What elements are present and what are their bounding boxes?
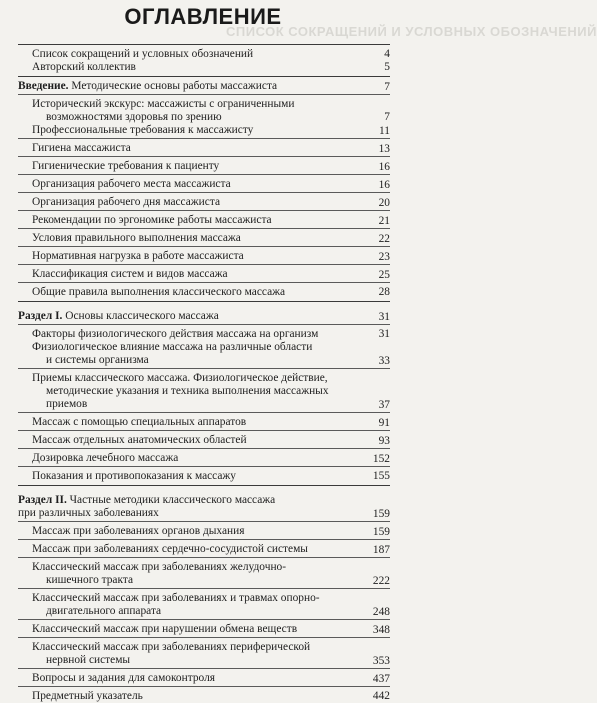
entry-page: 4 — [384, 48, 390, 60]
entry-title-line: двигательного аппарата — [46, 605, 162, 617]
toc-entry — [18, 470, 390, 483]
entry-page: 152 — [372, 453, 390, 465]
entry-title-line: Классический массаж при заболеваниях периферической — [32, 641, 311, 653]
entry-title: Условия правильного выполнения массажа — [32, 232, 241, 244]
toc-entry — [18, 160, 390, 175]
entry-title: Нормативная нагрузка в работе массажиста — [32, 250, 244, 262]
toc-entry — [18, 592, 390, 620]
section-label: Введение. — [18, 80, 69, 92]
entry-title: Список сокращений и условных обозначений — [32, 48, 254, 60]
entry-title: Показания и противопоказания к массажу — [32, 470, 237, 482]
entry-title-line: Классический массаж при заболеваниях и травмах опорно- — [32, 592, 320, 604]
entry-page: 353 — [372, 655, 390, 667]
toc-entry — [18, 286, 390, 299]
entry-page: 442 — [372, 690, 390, 702]
entry-page: 159 — [372, 526, 390, 538]
toc-entry — [18, 641, 390, 669]
toc-entry — [18, 214, 390, 229]
entry-page: 93 — [378, 435, 390, 447]
entry-page: 155 — [372, 470, 390, 482]
toc-entry-abbreviations — [18, 48, 390, 61]
entry-title-line: при различных заболеваниях — [18, 507, 159, 519]
page-title: ОГЛАВЛЕНИЕ — [124, 4, 282, 29]
entry-page: 28 — [378, 286, 390, 298]
toc-entry — [18, 416, 390, 431]
entry-page: 159 — [372, 508, 390, 520]
entry-title: Дозировка лечебного массажа — [32, 452, 179, 464]
entry-page: 23 — [378, 251, 390, 263]
toc-entry — [18, 434, 390, 449]
entry-page: 5 — [384, 61, 390, 73]
table-of-contents — [18, 42, 390, 703]
entry-page: 16 — [378, 161, 390, 173]
divider — [18, 44, 390, 45]
divider — [18, 301, 390, 302]
toc-entry — [18, 98, 390, 124]
entry-page: 13 — [378, 143, 390, 155]
divider — [18, 485, 390, 486]
entry-title-line: и системы организма — [46, 354, 149, 366]
entry-title-line: возможностями здоровья по зрению — [46, 111, 222, 123]
entry-title-line: кишечного тракта — [46, 574, 134, 586]
section-label: Раздел II. — [18, 494, 67, 506]
entry-page: 11 — [379, 125, 390, 137]
entry-page: 91 — [378, 417, 390, 429]
toc-entry — [18, 525, 390, 540]
toc-entry — [18, 196, 390, 211]
toc-section-introduction — [18, 80, 390, 95]
entry-page: 222 — [372, 575, 390, 587]
entry-title: Рекомендации по эргономике работы массажиста — [32, 214, 272, 226]
entry-page: 7 — [384, 81, 390, 93]
toc-entry — [18, 341, 390, 369]
entry-title: Организация рабочего места массажиста — [32, 178, 231, 190]
entry-page: 21 — [378, 215, 390, 227]
entry-title-line: нервной системы — [46, 654, 131, 666]
section-label: Раздел I. — [18, 310, 63, 322]
toc-entry — [18, 543, 390, 558]
entry-title: Классификация систем и видов массажа — [32, 268, 228, 280]
toc-entry — [18, 561, 390, 589]
toc-entry — [18, 178, 390, 193]
divider — [18, 76, 390, 77]
entry-page: 348 — [372, 624, 390, 636]
entry-title-line: Приемы классического массажа. Физиологическое действие, — [32, 372, 328, 384]
entry-title: Общие правила выполнения классического массажа — [32, 286, 286, 298]
entry-title-line: Классический массаж при заболеваниях желудочно- — [32, 561, 287, 573]
toc-entry-self-check — [18, 672, 390, 687]
entry-title-line: методические указания и техника выполнения массажных — [46, 385, 329, 397]
toc-section-part-2 — [18, 494, 390, 522]
toc-entry — [18, 250, 390, 265]
entry-title: Методические основы работы массажиста — [71, 80, 278, 92]
entry-title: Основы классического массажа — [65, 310, 219, 322]
toc-section-part-1 — [18, 310, 390, 325]
toc-entry — [18, 452, 390, 467]
entry-title: Массаж при заболеваниях органов дыхания — [32, 525, 245, 537]
entry-title: Организация рабочего дня массажиста — [32, 196, 221, 208]
entry-title: Массаж с помощью специальных аппаратов — [32, 416, 247, 428]
toc-entry — [18, 232, 390, 247]
entry-title: Массаж отдельных анатомических областей — [32, 434, 247, 446]
toc-entry-subject-index — [18, 690, 390, 703]
toc-entry — [18, 268, 390, 283]
toc-entry — [18, 623, 390, 638]
entry-page: 25 — [378, 269, 390, 281]
entry-title: Факторы физиологического действия массажа на организм — [32, 328, 319, 340]
entry-title: Классический массаж при нарушении обмена веществ — [32, 623, 298, 635]
entry-page: 20 — [378, 197, 390, 209]
toc-entry — [18, 328, 390, 341]
entry-title: Массаж при заболеваниях сердечно-сосудистой системы — [32, 543, 308, 555]
entry-page: 37 — [378, 399, 390, 411]
entry-page: 22 — [378, 233, 390, 245]
toc-entry — [18, 372, 390, 413]
entry-title: Профессиональные требования к массажисту — [32, 124, 254, 136]
entry-page: 7 — [384, 111, 390, 123]
entry-page: 16 — [378, 179, 390, 191]
entry-title-line: Частные методики классического массажа — [69, 494, 276, 506]
entry-title: Предметный указатель — [32, 690, 143, 702]
entry-title-line: Физиологическое влияние массажа на различные области — [32, 341, 313, 353]
entry-title-line: Исторический экскурс: массажисты с ограниченными — [32, 98, 295, 110]
entry-page: 33 — [378, 355, 390, 367]
entry-title: Гигиена массажиста — [32, 142, 131, 154]
entry-title: Вопросы и задания для самоконтроля — [32, 672, 215, 684]
toc-entry — [18, 124, 390, 139]
toc-entry-authors — [18, 61, 390, 74]
entry-page: 31 — [378, 311, 390, 323]
entry-page: 187 — [372, 544, 390, 556]
entry-page: 31 — [378, 328, 390, 340]
entry-page: 248 — [372, 606, 390, 618]
entry-title: Гигиенические требования к пациенту — [32, 160, 220, 172]
toc-entry — [18, 142, 390, 157]
entry-title: Авторский коллектив — [32, 61, 136, 73]
bleed-through-header: СПИСОК СОКРАЩЕНИЙ И УСЛОВНЫХ ОБОЗНАЧЕНИЙ — [226, 24, 597, 39]
entry-page: 437 — [372, 673, 390, 685]
entry-title-line: приемов — [46, 398, 88, 410]
